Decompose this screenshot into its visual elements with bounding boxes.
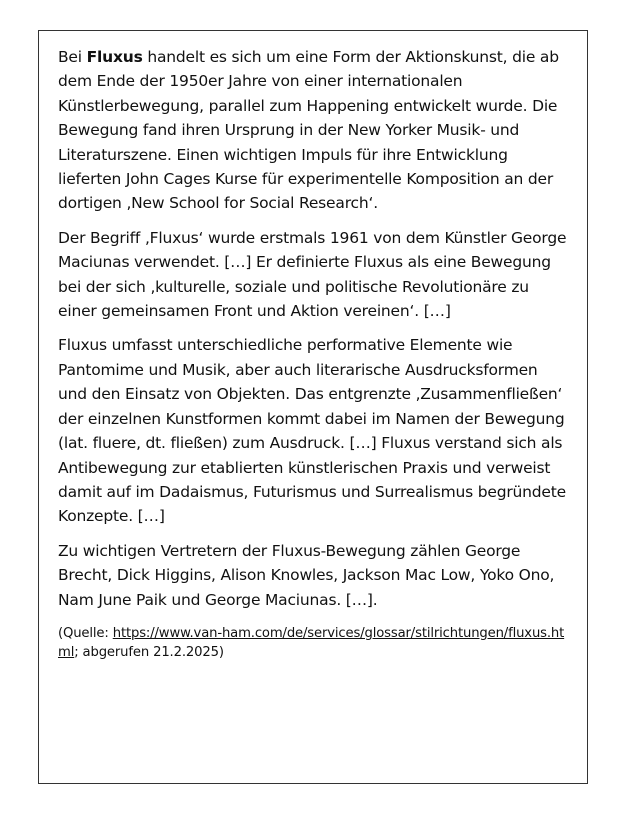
paragraph-term: Der Begriff ‚Fluxus‘ wurde erstmals 1961 von dem Künstler George Maciunas verwendet. […] Er definierte Fluxus als eine Bewegung bei der sich ‚kulturelle, soziale und politische Revolutionäre zu einer gemeinsamen Front und Aktion vereinen‘. […]: [58, 228, 567, 321]
paragraph-representatives: Zu wichtigen Vertretern der Fluxus-Bewegung zählen George Brecht, Dick Higgins, Alison Knowles, Jackson Mac Low, Yoko Ono, Nam June Paik und George Maciunas. […].: [58, 541, 555, 609]
source-citation: [58, 624, 569, 663]
fluxus-bold-term: Fluxus: [86, 48, 143, 66]
source-link[interactable]: https://www.van-ham.com/de/services/glossar/stilrichtungen/fluxus.html: [58, 625, 565, 661]
source-prefix: (Quelle:: [58, 625, 113, 641]
paragraph-elements: Fluxus umfasst unterschiedliche performative Elemente wie Pantomime und Musik, aber auch literarische Ausdrucksformen und den Einsatz von Objekten. Das entgrenzte ‚Zusammenfließen‘ der einzelnen Kunstformen kommt dabei im Namen der Bewegung (lat. fluere, dt. fließen) zum Ausdruck. […] Fluxus verstand sich als Antibewegung zur etablierten künstlerischen Praxis und verweist damit auf im Dadaismus, Futurismus und Surrealismus begründete Konzepte. […]: [58, 336, 566, 526]
paragraph-intro-text: handelt es sich um eine Form der Aktionskunst, die ab dem Ende der 1950er Jahre von einer internationalen Künstlerbewegung, parallel zum Happening entwickelt wurde. Die Bewegung fand ihren Ursprung in der New Yorker Musik- und Literaturszene. Einen wichtigen Impuls für ihre Entwicklung lieferten John Cages Kurse für experimentelle Komposition an der dortigen ‚New School for Social Research‘.: [58, 48, 559, 213]
paragraph-intro-prefix: Bei: [58, 48, 87, 66]
text-box: [38, 30, 588, 784]
paragraph-intro: [58, 45, 569, 216]
source-suffix: ; abgerufen 21.2.2025): [74, 645, 224, 661]
